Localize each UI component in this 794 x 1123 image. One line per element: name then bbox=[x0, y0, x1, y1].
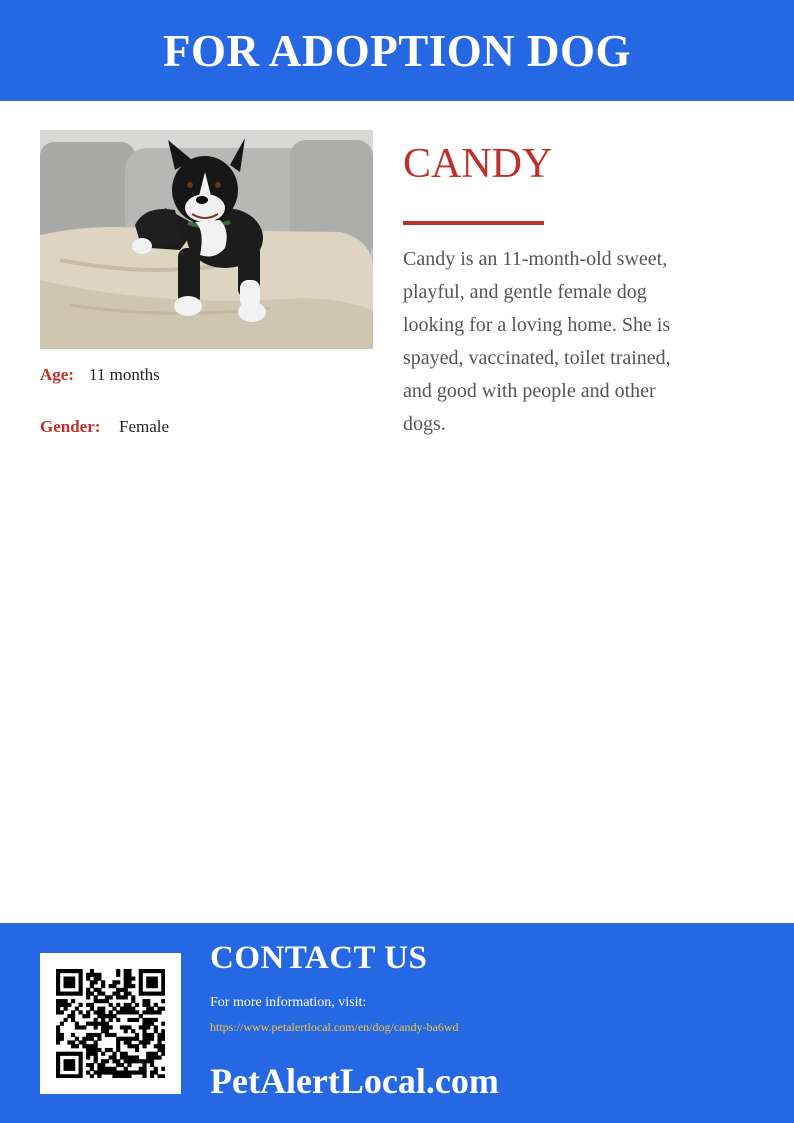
brand-name: PetAlertLocal.com bbox=[210, 1061, 499, 1101]
gender-row bbox=[40, 417, 170, 437]
gender-label: Gender: bbox=[40, 417, 101, 436]
age-label: Age: bbox=[40, 365, 74, 384]
more-info-text: For more information, visit: bbox=[210, 995, 367, 1010]
adoption-link[interactable]: https://www.petalertlocal.com/en/dog/candy-ba6wd bbox=[210, 1020, 459, 1034]
age-value: 11 months bbox=[89, 365, 160, 384]
contact-title: CONTACT US bbox=[210, 940, 428, 976]
pet-description: Candy is an 11-month-old sweet, playful, and gentle female dog looking for a loving home. She is spayed, vaccinated, toilet trained, and good with people and other dogs. bbox=[403, 248, 671, 435]
page-header bbox=[0, 0, 794, 101]
page-title: FOR ADOPTION DOG bbox=[162, 25, 632, 76]
pet-name: CANDY bbox=[403, 141, 553, 187]
age-row bbox=[40, 365, 160, 385]
name-underline-divider bbox=[403, 221, 544, 225]
contact-footer bbox=[0, 923, 794, 1123]
dog-photo bbox=[40, 130, 373, 349]
qr-code-icon[interactable] bbox=[40, 953, 181, 1094]
gender-value: Female bbox=[119, 417, 170, 436]
